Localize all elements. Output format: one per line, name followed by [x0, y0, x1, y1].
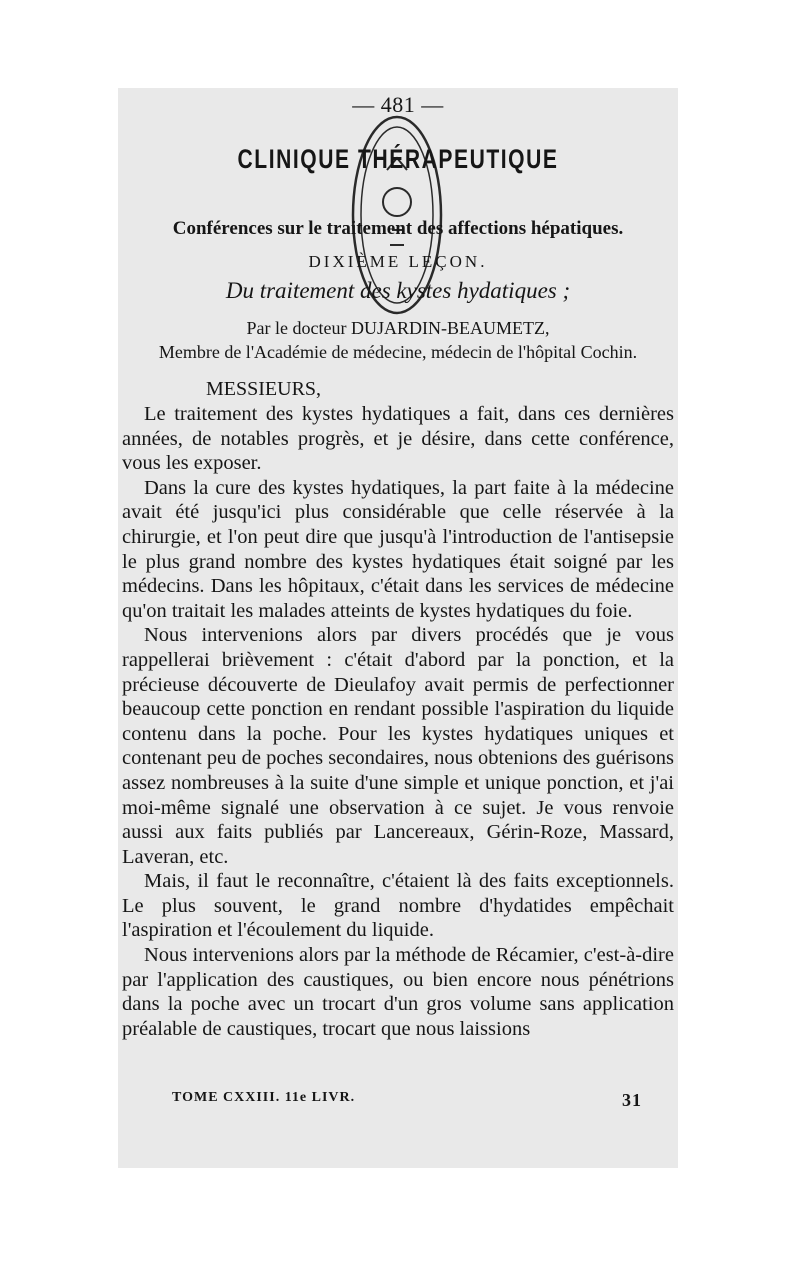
paragraph: Nous intervenions alors par la méthode de Récamier, c'est-à-dire par l'application des caustiques, ou bien encore nous pénétrions dans la poche avec un trocart d'un gros volume sans application préalable de caustiques, trocart que nous laissions [122, 944, 674, 1040]
paragraph: Dans la cure des kystes hydatiques, la part faite à la médecine avait été jusqu'ici plus considérable que celle réservée à la chirurgie, et l'on peut dire que jusqu'à l'introduction de l'antisepsie le plus grand nombre des kystes hydatiques était soigné par les médecins. Dans les hôpitaux, c'était dans les services de médecine qu'on traitait les malades atteints de kystes hydatiques du foie. [122, 476, 674, 622]
page-footer [172, 1090, 642, 1110]
paragraph: Mais, il faut le reconnaître, c'étaient là des faits exceptionnels. Le plus souvent, le grand nombre d'hydatides empêchait l'aspiration et l'écoulement du liquide. [122, 870, 674, 942]
salutation: MESSIEURS, [206, 378, 322, 400]
author-affiliation: Membre de l'Académie de médecine, médecin de l'hôpital Cochin. [158, 342, 638, 362]
author-line: Par le docteur DUJARDIN-BEAUMETZ, [246, 318, 550, 338]
footer-volume: TOME CXXIII. 11e LIVR. [172, 1090, 356, 1105]
conference-title: Conférences sur le traitement des affections hépatiques. [172, 218, 624, 239]
lecon-label: DIXIÈME LEÇON. [308, 252, 488, 271]
body-text [122, 402, 674, 1041]
footer-signature: 31 [622, 1090, 642, 1110]
article-subject: Du traitement des kystes hydatiques ; [225, 278, 571, 303]
paragraph: Le traitement des kystes hydatiques a fait, dans ces dernières années, de notables progrès, et je désire, dans cette conférence, vous les exposer. [122, 403, 674, 475]
section-heading: CLINIQUE THÉRAPEUTIQUE [237, 144, 559, 174]
paragraph: Nous intervenions alors par divers procédés que je vous rappellerai brièvement : c'était d'abord par la ponction, et la précieuse découverte de Dieulafoy avait permis de perfectionner beaucoup cette ponction en rendant possible l'aspiration du liquide contenu dans la poche. Pour les kystes hydatiques uniques et contenant peu de poches secondaires, nous obtenions des guérisons assez nombreuses à la suite d'une simple et unique ponction, et j'ai moi-même signalé une observation à ce sujet. Je vous renvoie aussi aux faits publiés par Lancereaux, Gérin-Roze, Massard, Laveran, etc. [122, 624, 674, 868]
page-number: — 481 — [352, 92, 444, 117]
